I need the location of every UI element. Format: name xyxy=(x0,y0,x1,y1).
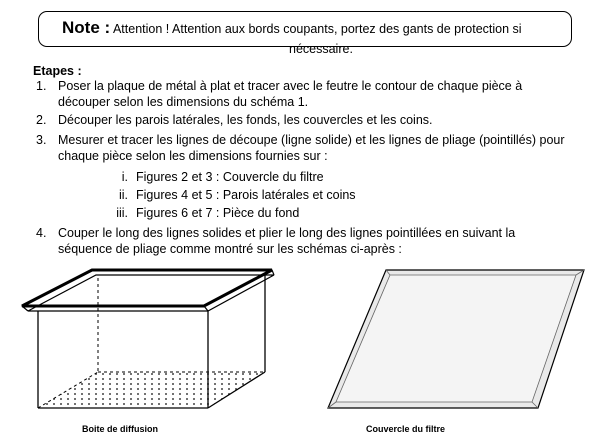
step-number: 4. xyxy=(36,226,47,240)
step-number: 2. xyxy=(36,113,47,127)
step-1 xyxy=(36,79,566,110)
steps-title: Etapes : xyxy=(33,64,82,78)
step-text: Poser la plaque de métal à plat et tracer avec le feutre le contour de chaque pièce à découper selon les dimensions du schéma 1. xyxy=(58,79,523,109)
step-text: Couper le long des lignes solides et plier le long des lignes pointillées en suivant la séquence de pliage comme montré sur les schémas ci-après : xyxy=(58,226,516,256)
sub-step-number: ii. xyxy=(118,188,128,202)
sub-step-text: Figures 6 et 7 : Pièce du fond xyxy=(136,206,300,220)
step-2 xyxy=(36,113,566,129)
sub-step-text: Figures 2 et 3 : Couvercle du filtre xyxy=(136,170,324,184)
sub-step-1 xyxy=(106,170,324,184)
filter-cover-illustration xyxy=(318,262,590,412)
note-text: Attention ! Attention aux bords coupants, portez des gants de protection si xyxy=(112,22,522,36)
note-label: Note : xyxy=(62,18,111,37)
step-4 xyxy=(36,226,566,257)
step-number: 3. xyxy=(36,133,47,147)
step-3 xyxy=(36,133,566,164)
note-box xyxy=(38,11,572,56)
step-text: Mesurer et tracer les lignes de découpe (ligne solide) et les lignes de pliage (pointillés) pour chaque pièce selon les dimensions fournies sur : xyxy=(58,133,565,163)
note-cut-text: nécessaire. xyxy=(289,42,353,56)
sub-step-number: iii. xyxy=(116,206,128,220)
note-line xyxy=(62,18,522,38)
figure-caption: Boite de diffusion xyxy=(82,424,158,434)
step-number: 1. xyxy=(36,79,47,93)
sub-step-3 xyxy=(106,206,299,220)
step-text: Découper les parois latérales, les fonds, les couvercles et les coins. xyxy=(58,113,433,127)
sub-step-2 xyxy=(106,188,356,202)
figure-caption: Couvercle du filtre xyxy=(366,424,446,434)
sub-step-number: i. xyxy=(121,170,128,184)
diffusion-box-illustration xyxy=(10,262,295,417)
sub-step-text: Figures 4 et 5 : Parois latérales et coins xyxy=(136,188,356,202)
